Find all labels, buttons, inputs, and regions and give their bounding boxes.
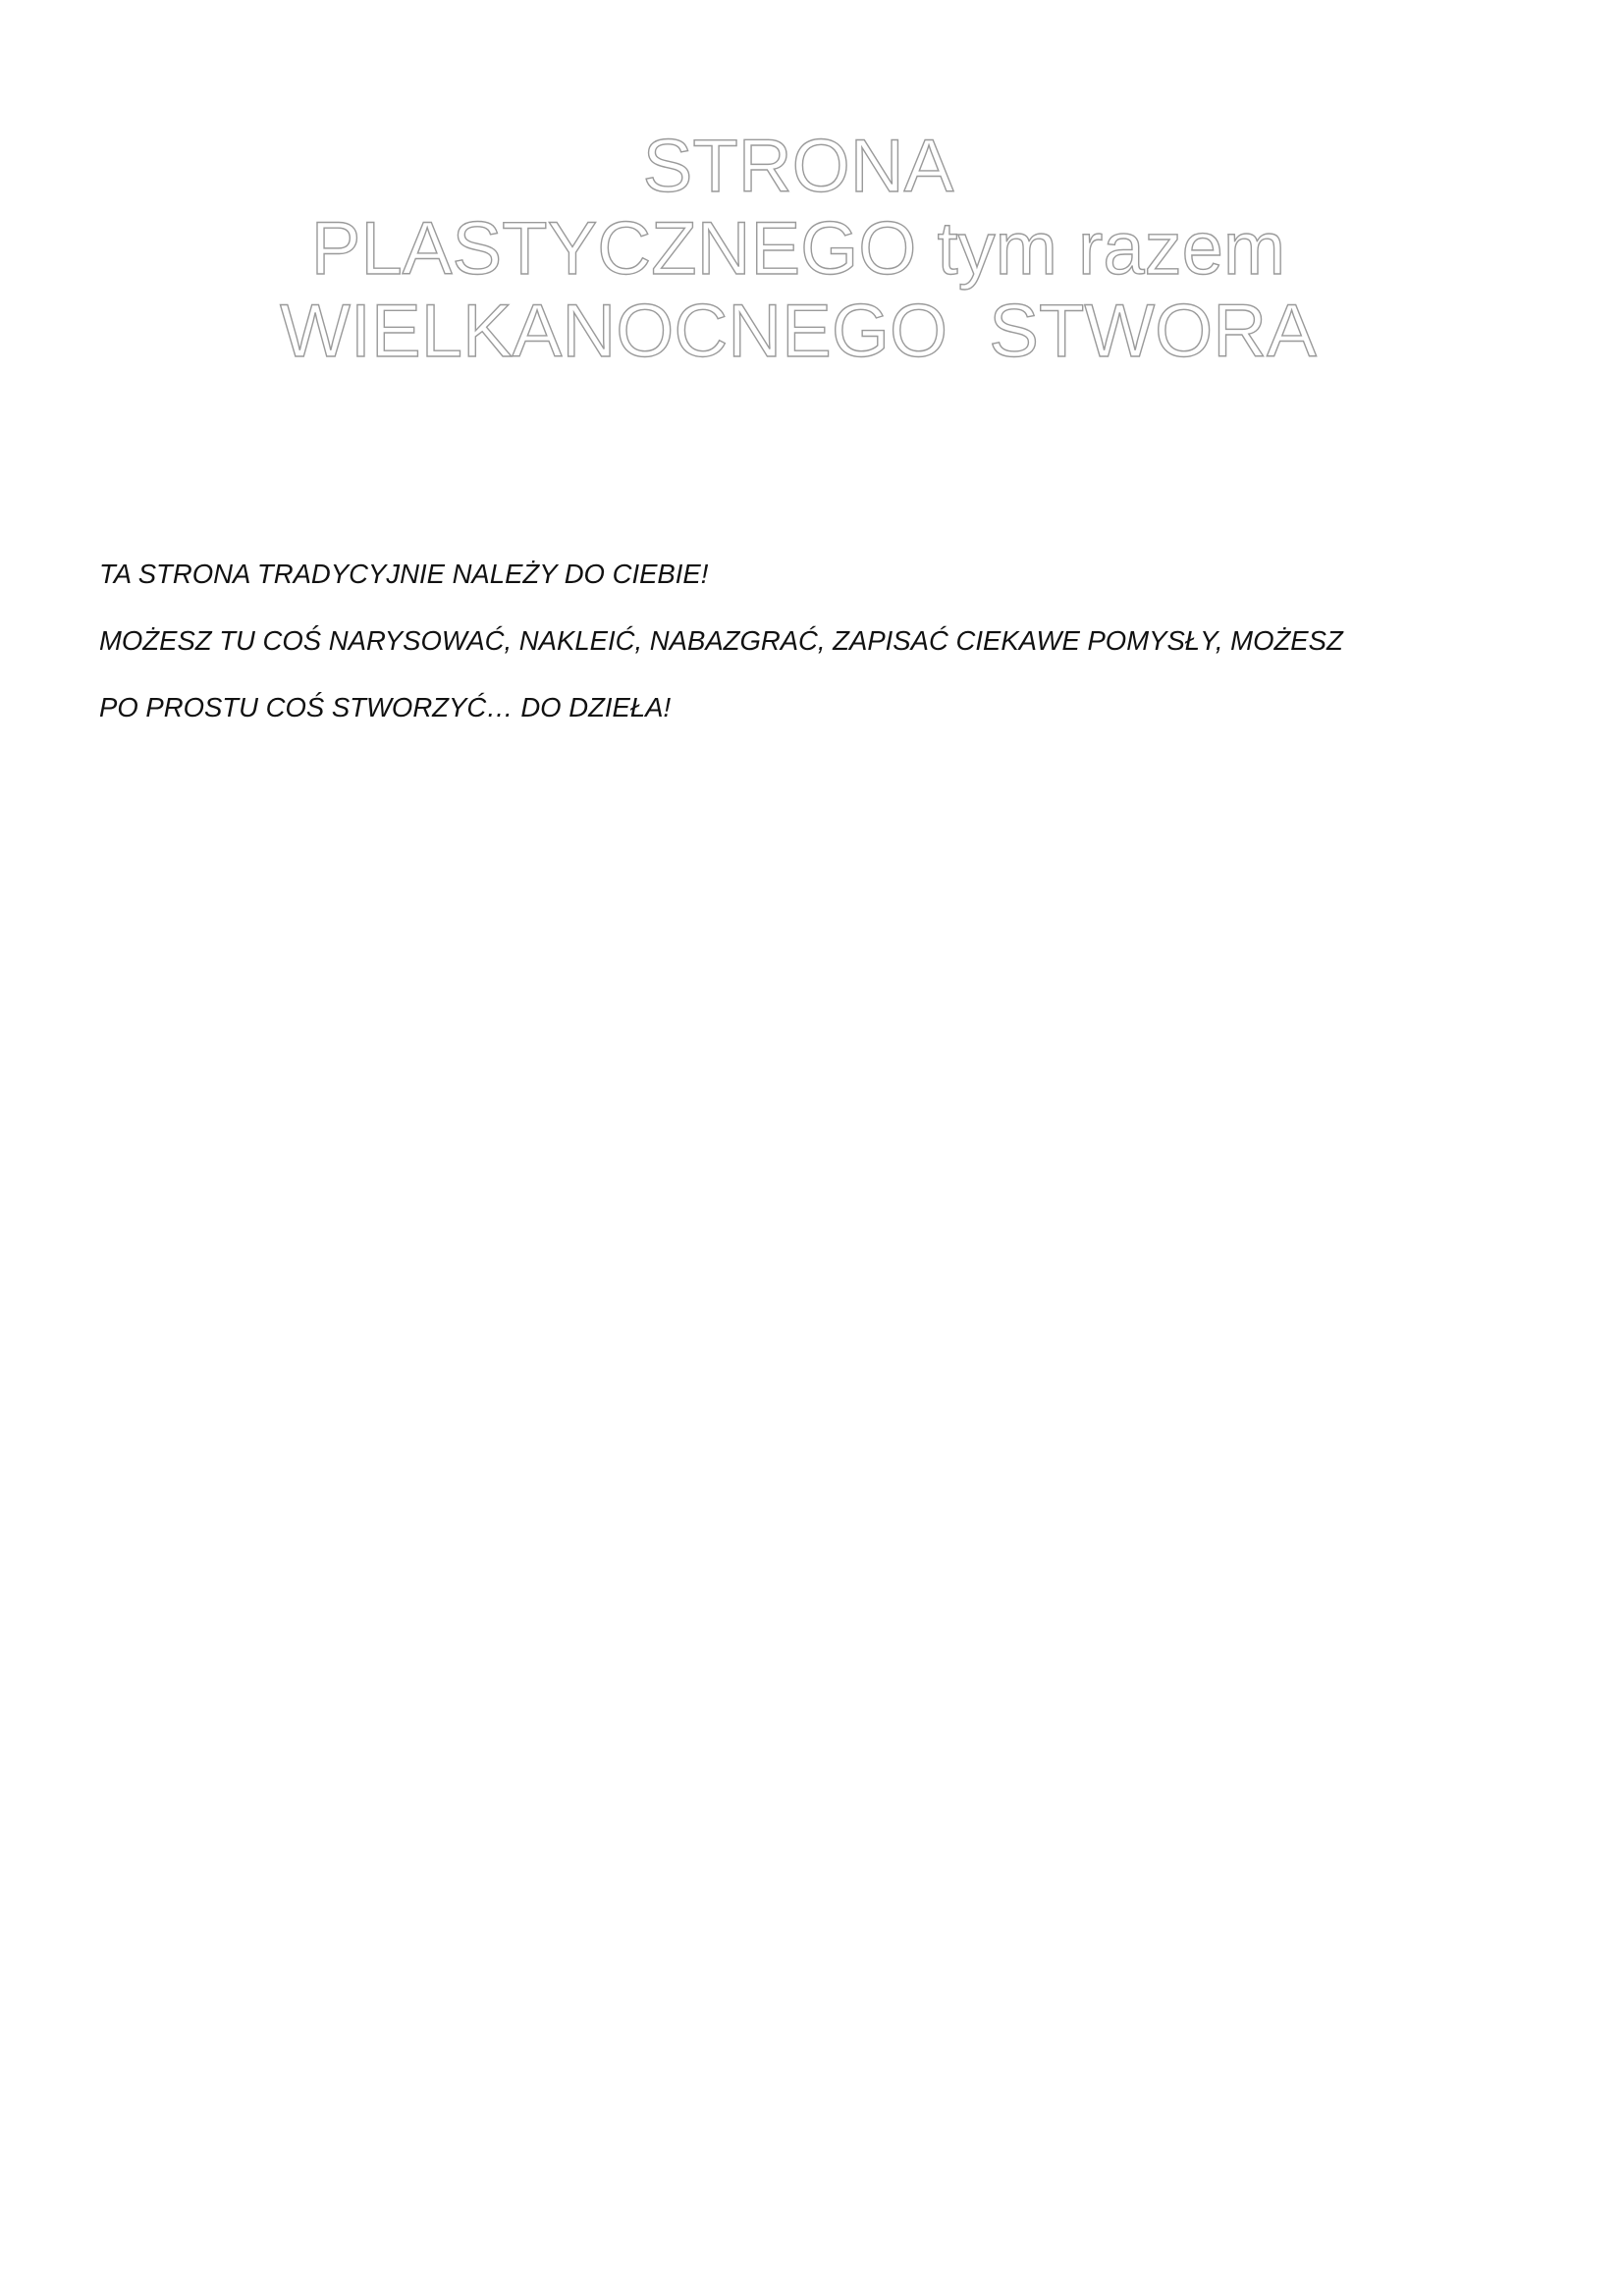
instruction-line-2: MOŻESZ TU COŚ NARYSOWAĆ, NAKLEIĆ, NABAZGRAĆ, ZAPISAĆ CIEKAWE POMYSŁY, MOŻESZ — [99, 625, 1343, 656]
page-title — [0, 126, 1597, 373]
instruction-text — [99, 558, 1533, 758]
instruction-line-1: TA STRONA TRADYCYJNIE NALEŻY DO CIEBIE! — [99, 559, 709, 589]
instruction-line-3: PO PROSTU COŚ STWORZYĆ… DO DZIEŁA! — [99, 692, 672, 722]
title-line-3: WIELKANOCNEGO STWORA — [280, 290, 1317, 373]
title-line-2: PLASTYCZNEGO tym razem — [310, 207, 1286, 291]
title-line-1: STRONA — [642, 125, 954, 208]
